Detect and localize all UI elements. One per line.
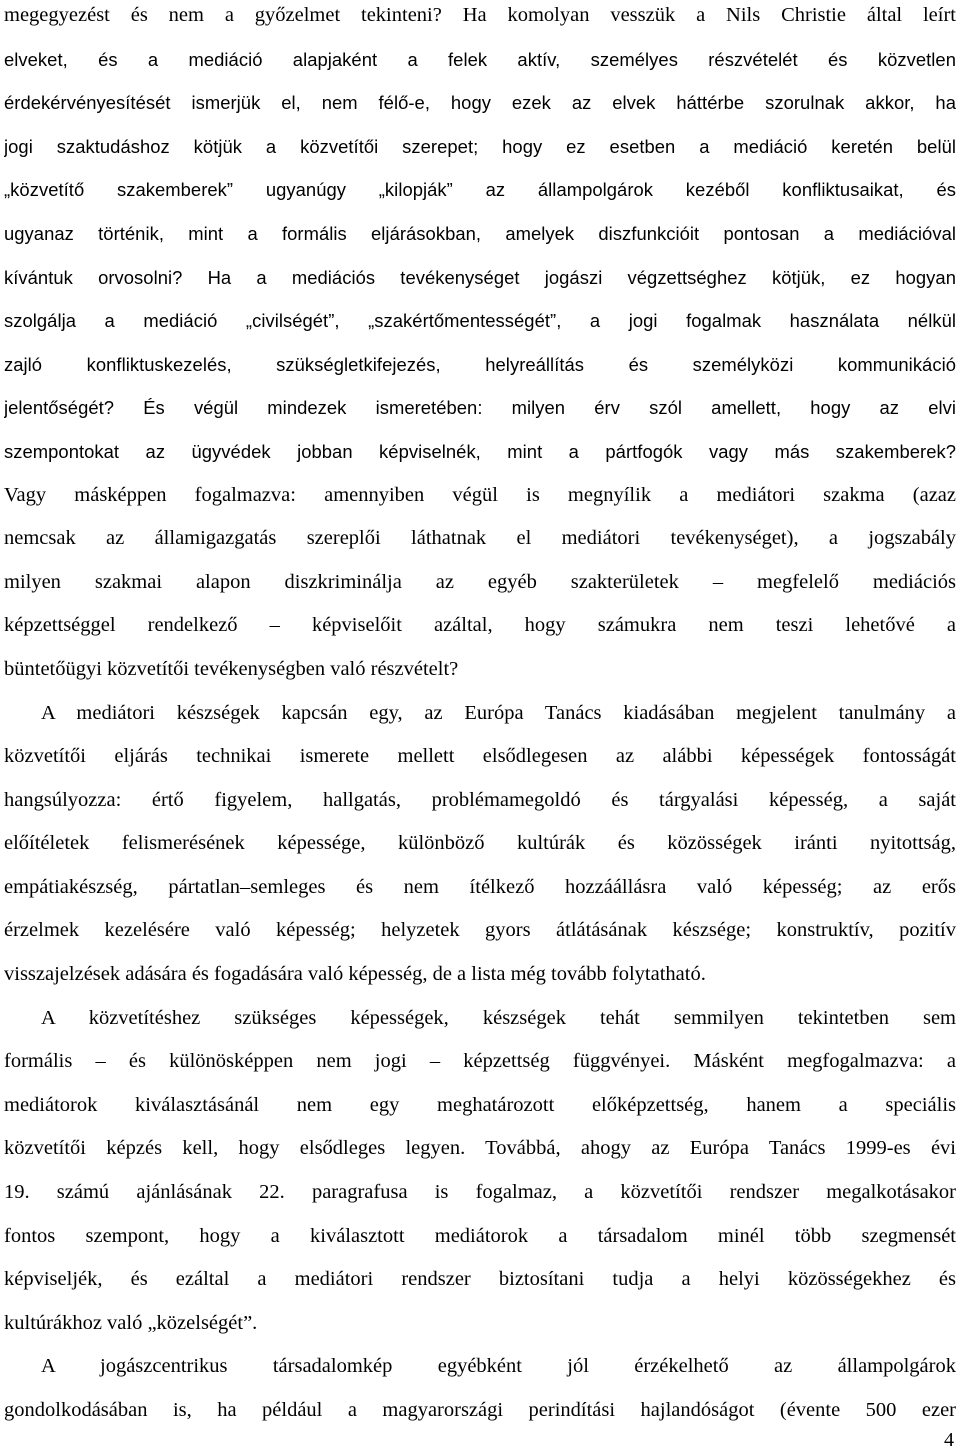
text-line: gondolkodásában is, ha például a magyarországi perindítási hajlandóságot (évente 500 ezer xyxy=(4,1399,956,1421)
text-line: elveket, és a mediáció alapjaként a felek aktív, személyes részvételét és közvetlen xyxy=(4,48,956,70)
paragraph-3 xyxy=(4,997,956,1346)
text-line: közvetítői eljárás technikai ismerete mellett elsődlegesen az alábbi képességek fontosságát xyxy=(4,745,956,768)
text-line: közvetítői képzés kell, hogy elsődleges legyen. Továbbá, ahogy az Európa Tanács 1999-es évi xyxy=(4,1137,956,1160)
text-line: A közvetítéshez szükséges képességek, készségek tehát semmilyen tekintetben sem xyxy=(41,1006,956,1029)
text-line: képzettséggel rendelkező – képviselőit azáltal, hogy számukra nem teszi lehetővé a xyxy=(4,614,956,637)
paragraph-2 xyxy=(4,692,956,997)
text-line: milyen szakmai alapon diszkriminálja az egyéb szakterületek – megfelelő mediációs xyxy=(4,570,956,593)
text-line: kívántuk orvosolni? Ha a mediációs tevékenységet jogászi végzettséghez kötjük, ez hogyan xyxy=(4,266,956,288)
text-line: hangsúlyozza: értő figyelem, hallgatás, problémamegoldó és tárgyalási képesség, a saját xyxy=(4,788,956,811)
text-line: megegyezést és nem a győzelmet tekinteni? Ha komolyan vesszük a Nils Christie által leírt xyxy=(4,4,956,26)
text-line: A mediátori készségek kapcsán egy, az Európa Tanács kiadásában megjelent tanulmány a xyxy=(41,701,956,724)
text-line: érzelmek kezelésére való képesség; helyzetek gyors átlátásának készsége; konstruktív, pozitív xyxy=(4,919,956,942)
text-line: empátiakészség, pártatlan–semleges és nem ítélkező hozzáállásra való képesség; az erős xyxy=(4,875,956,898)
paragraph-4 xyxy=(4,1345,956,1432)
text-line: fontos szempont, hogy a kiválasztott mediátorok a társadalom minél több szegmensét xyxy=(4,1224,956,1247)
text-line: ugyanaz történik, mint a formális eljárásokban, amelyek diszfunkcióit pontosan a mediációval xyxy=(4,222,956,244)
text-line: zajló konfliktuskezelés, szükségletkifejezés, helyreállítás és személyközi kommunikáció xyxy=(4,353,956,375)
text-line: A jogászcentrikus társadalomkép egyébként jól érzékelhető az állampolgárok xyxy=(41,1355,956,1378)
text-line: képviseljék, és ezáltal a mediátori rendszer biztosítani tudja a helyi közösségekhez és xyxy=(4,1268,956,1291)
text-line: nemcsak az államigazgatás szereplői láthatnak el mediátori tevékenységet), a jogszabály xyxy=(4,527,956,550)
text-line: szolgálja a mediáció „civilségét”, „szakértőmentességét”, a jogi fogalmak használata nélkül xyxy=(4,310,956,332)
text-line: „közvetítő szakemberek” ugyanúgy „kilopják” az állampolgárok kezéből konfliktusaikat, és xyxy=(4,179,956,201)
text-line: érdekérvényesítését ismerjük el, nem félő-e, hogy ezek az elvek háttérbe szorulnak akkor, ha xyxy=(4,92,956,114)
text-line: kultúrákhoz való „közelségét”. xyxy=(4,1311,258,1334)
text-line: jogi szaktudáshoz kötjük a közvetítői szerepet; hogy ez esetben a mediáció keretén belül xyxy=(4,135,956,157)
text-line: 19. számú ajánlásának 22. paragrafusa is fogalmaz, a közvetítői rendszer megalkotásakor xyxy=(4,1181,956,1204)
text-line: visszajelzések adására és fogadására való képesség, de a lista még tovább folytatható. xyxy=(4,963,706,986)
text-line: büntetőügyi közvetítői tevékenységben való részvételt? xyxy=(4,657,459,680)
document-page xyxy=(4,0,956,1433)
page-number: 4 xyxy=(944,1429,954,1451)
text-line: szempontokat az ügyvédek jobban képviselnék, mint a pártfogók vagy más szakemberek? xyxy=(4,440,956,462)
text-line: formális – és különösképpen nem jogi – képzettség függvényei. Másként megfogalmazva: a xyxy=(4,1050,956,1073)
text-line: Vagy másképpen fogalmazva: amennyiben végül is megnyílik a mediátori szakma (azaz xyxy=(4,483,956,506)
paragraph-1 xyxy=(4,0,956,692)
text-line: mediátorok kiválasztásánál nem egy meghatározott előképzettség, hanem a speciális xyxy=(4,1093,956,1116)
text-line: jelentőségét? És végül mindezek ismeretében: milyen érv szól amellett, hogy az elvi xyxy=(4,397,956,419)
text-line: előítéletek felismerésének képessége, különböző kultúrák és közösségek iránti nyitottság, xyxy=(4,832,956,855)
